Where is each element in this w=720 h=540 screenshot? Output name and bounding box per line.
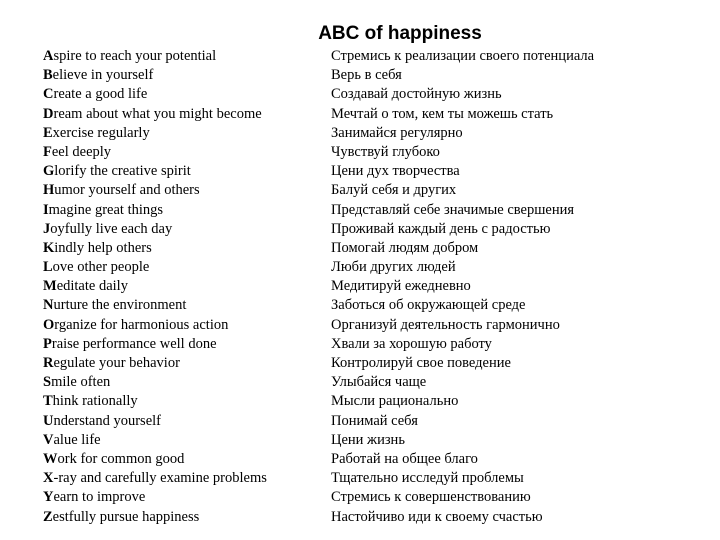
phrase-rest: ream about what you might become [53,105,262,122]
english-item [43,296,267,315]
russian-list [331,47,594,527]
phrase-rest: egulate your behavior [53,355,180,371]
english-item [43,373,267,392]
english-item [43,508,267,527]
russian-item: Цени жизнь [331,431,405,448]
russian-item: Хвали за хорошую работу [331,335,492,352]
english-item [43,392,267,411]
initial-letter: N [43,297,54,314]
phrase-rest: eel deeply [51,143,112,160]
phrase-rest: raise performance well done [51,335,217,352]
phrase-rest: ork for common good [57,450,185,467]
english-item [43,143,267,162]
initial-letter: D [43,105,54,122]
russian-item: Работай на общее благо [331,450,478,467]
russian-item: Представляй себе значимые свершения [331,201,575,218]
russian-item: Организуй деятельность гармонично [331,316,560,333]
phrase-rest: mile often [51,374,111,391]
initial-letter: G [43,163,55,180]
russian-item: Стремись к реализации своего потенциала [331,48,595,64]
phrase-rest: indly help others [54,239,152,256]
phrase-rest: elieve in yourself [52,67,154,84]
initial-letter: J [43,220,51,237]
russian-item: Проживай каждый день с радостью [331,220,551,237]
initial-letter: P [43,335,52,352]
russian-item: Люби других людей [331,259,456,276]
english-item [43,239,267,258]
phrase-rest: umor yourself and others [54,182,200,199]
english-item [43,354,267,373]
english-item [43,220,267,239]
phrase-rest: earn to improve [53,489,146,506]
phrase-rest: -ray and carefully examine problems [53,470,267,487]
english-item [43,162,267,181]
phrase-rest: ove other people [52,259,150,276]
russian-item: Контролируй свое поведение [331,355,511,371]
initial-letter: T [43,393,53,410]
initial-letter: W [43,450,58,467]
initial-letter: H [43,182,55,199]
russian-item: Понимай себя [331,412,418,429]
initial-letter: U [43,412,54,429]
russian-item: Тщательно исследуй проблемы [331,470,524,487]
initial-letter: L [43,259,53,276]
russian-item: Чувствуй глубоко [331,143,440,160]
phrase-rest: magine great things [48,201,164,218]
russian-item: Помогай людям добром [331,239,479,256]
phrase-rest: editate daily [56,278,128,295]
phrase-rest: estfully pursue happiness [52,508,200,525]
initial-letter: X [43,470,54,487]
initial-letter: I [43,201,49,218]
initial-letter: Z [43,508,53,525]
english-item [43,85,267,104]
english-item [43,258,267,277]
initial-letter: C [43,86,54,103]
initial-letter: E [43,124,53,141]
initial-letter: S [43,374,52,391]
initial-letter: K [43,239,55,256]
russian-item: Заботься об окружающей среде [331,297,526,314]
english-item [43,47,267,66]
initial-letter: M [43,278,57,295]
phrase-rest: urture the environment [53,297,187,314]
russian-item: Цени дух творчества [331,163,460,180]
phrase-rest: oyfully live each day [50,220,173,237]
phrase-rest: alue life [53,431,101,448]
english-item [43,316,267,335]
english-item [43,105,267,124]
english-item [43,335,267,354]
russian-item: Мечтай о том, кем ты можешь стать [331,105,554,122]
russian-item: Улыбайся чаще [331,374,427,391]
russian-item: Стремись к совершенствованию [331,489,531,506]
russian-item: Мысли рационально [331,393,459,410]
russian-item: Создавай достойную жизнь [331,86,502,103]
russian-item: Занимайся регулярно [331,124,463,141]
page-title: ABC of happiness [318,23,482,44]
phrase-rest: rganize for harmonious action [54,316,229,333]
phrase-rest: reate a good life [53,86,148,103]
russian-item: Настойчиво иди к своему счастью [331,508,543,525]
initial-letter: R [43,355,54,371]
english-item [43,469,267,488]
initial-letter: F [43,143,52,160]
english-item [43,124,267,143]
initial-letter: A [43,48,54,64]
russian-item: Балуй себя и других [331,182,457,199]
english-item [43,66,267,85]
english-item [43,431,267,450]
phrase-rest: xercise regularly [52,124,150,141]
english-list [43,47,267,527]
phrase-rest: lorify the creative spirit [54,163,191,180]
initial-letter: O [43,316,55,333]
phrase-rest: nderstand yourself [53,412,161,429]
english-item [43,450,267,469]
russian-item: Медитируй ежедневно [331,278,471,295]
phrase-rest: spire to reach your potential [53,48,217,64]
initial-letter: V [43,431,54,448]
english-item [43,201,267,220]
english-item [43,412,267,431]
english-item [43,277,267,296]
english-item [43,181,267,200]
phrase-rest: hink rationally [52,393,138,410]
initial-letter: B [43,67,53,84]
english-item [43,488,267,507]
russian-item: Верь в себя [331,67,402,84]
initial-letter: Y [43,489,54,506]
